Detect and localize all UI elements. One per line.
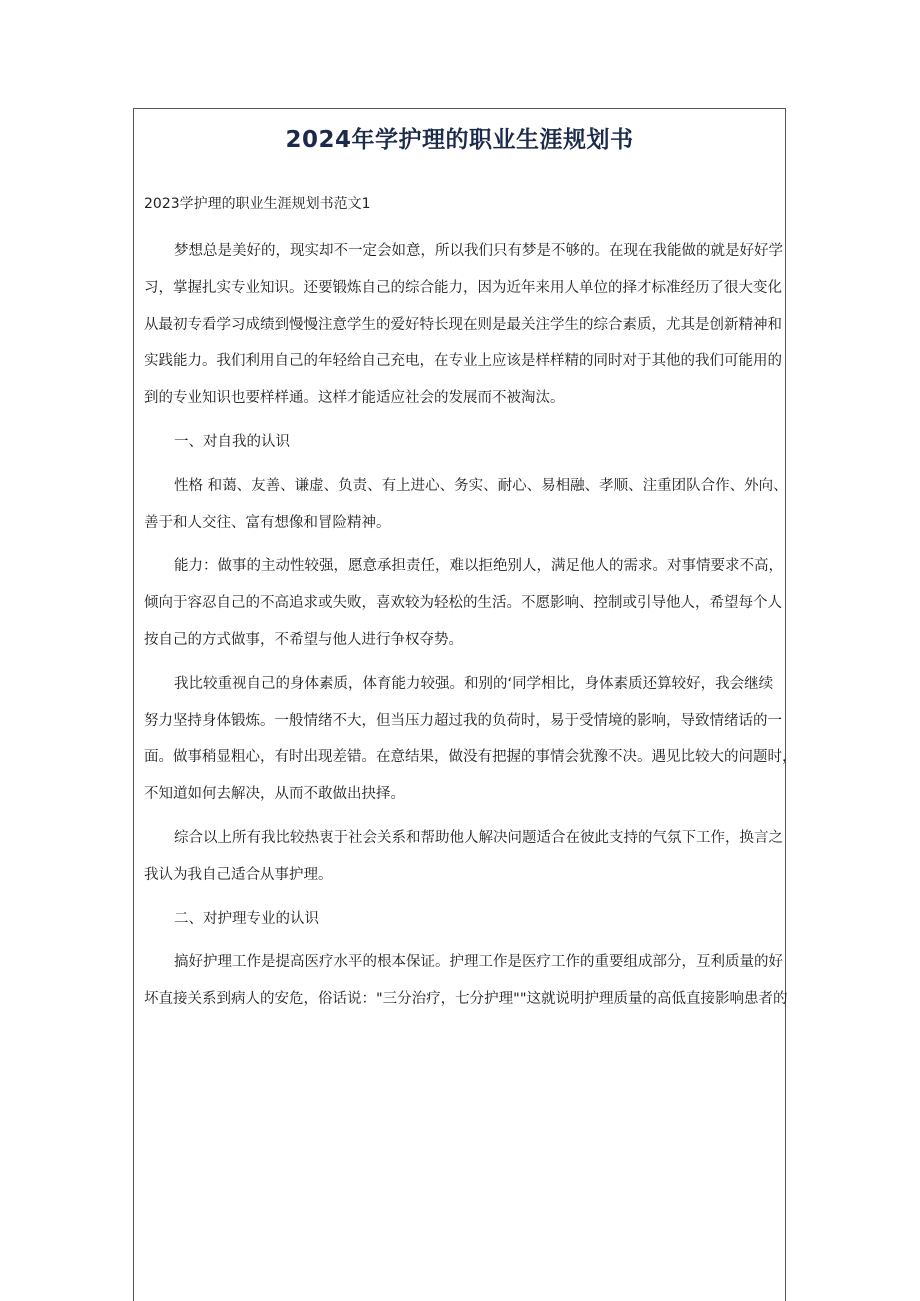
paragraph-line: 面。做事稍显粗心，有时出现差错。在意结果，做没有把握的事情会犹豫不决。遇见比较大的问题时， — [144, 749, 797, 766]
paragraph-line: 搞好护理工作是提高医疗水平的根本保证。护理工作是医疗工作的重要组成部分，互利质量的好 — [174, 954, 783, 971]
paragraph — [144, 901, 782, 938]
paragraph-line: 倾向于容忍自己的不高追求或失败，喜欢较为轻松的生活。不愿影响、控制或引导他人，希望每个人 — [144, 595, 782, 612]
paragraph-line: 习，掌握扎实专业知识。还要锻炼自己的综合能力，因为近年来用人单位的择才标准经历了很大变化 — [144, 279, 782, 296]
paragraph — [144, 424, 782, 461]
paragraph-line: 按自己的方式做事，不希望与他人进行争权夺势。 — [144, 631, 463, 648]
paragraph-line: 到的专业知识也要样样通。这样才能适应社会的发展而不被淘汰。 — [144, 390, 565, 407]
paragraph-line: 坏直接关系到病人的安危，俗话说："三分治疗，七分护理""这就说明护理质量的高低直接影响患者的 — [144, 991, 788, 1008]
paragraph-line: 善于和人交往、富有想像和冒险精神。 — [144, 514, 391, 531]
document-subtitle: 2023学护理的职业生涯规划书范文1 — [144, 196, 371, 212]
document-body — [144, 233, 797, 1025]
paragraph-line: 一、对自我的认识 — [174, 433, 290, 450]
paragraph-line: 梦想总是美好的，现实却不一定会如意，所以我们只有梦是不够的。在现在我能做的就是好好学 — [174, 243, 783, 259]
paragraph-line: 我比较重视自己的身体素质，体育能力较强。和别的‘同学相比，身体素质还算较好，我会继续 — [174, 675, 774, 692]
paragraph-line: 二、对护理专业的认识 — [174, 910, 319, 927]
document-title: 2024年学护理的职业生涯规划书 — [285, 127, 634, 153]
paragraph — [144, 820, 782, 894]
paragraph — [144, 233, 782, 417]
paragraph-line: 实践能力。我们利用自己的年轻给自己充电，在专业上应该是样样精的同时对于其他的我们可能用的 — [144, 353, 782, 370]
paragraph — [144, 548, 782, 658]
paragraph — [144, 666, 797, 813]
document-page — [133, 108, 797, 1301]
paragraph-line: 不知道如何去解决，从而不敢做出抉择。 — [144, 786, 405, 803]
paragraph-line: 从最初专看学习成绩到慢慢注意学生的爱好特长现在则是最关注学生的综合素质，尤其是创新精神和 — [144, 316, 782, 333]
paragraph-line: 综合以上所有我比较热衷于社会关系和帮助他人解决问题适合在彼此支持的气氛下工作，换言之 — [174, 829, 783, 846]
paragraph — [144, 944, 788, 1018]
paragraph-line: 我认为我自己适合从事护理。 — [144, 866, 333, 883]
paragraph-line: 能力：做事的主动性较强，愿意承担责任，难以拒绝别人，满足他人的需求。对事情要求不高， — [174, 558, 783, 575]
paragraph-line: 性格 和蔼、友善、谦虚、负责、有上进心、务实、耐心、易相融、孝顺、注重团队合作、外向、 — [174, 477, 788, 494]
paragraph — [144, 468, 788, 542]
paragraph-line: 努力坚持身体锻炼。一般情绪不大，但当压力超过我的负荷时，易于受情境的影响，导致情绪话的一 — [144, 712, 782, 729]
